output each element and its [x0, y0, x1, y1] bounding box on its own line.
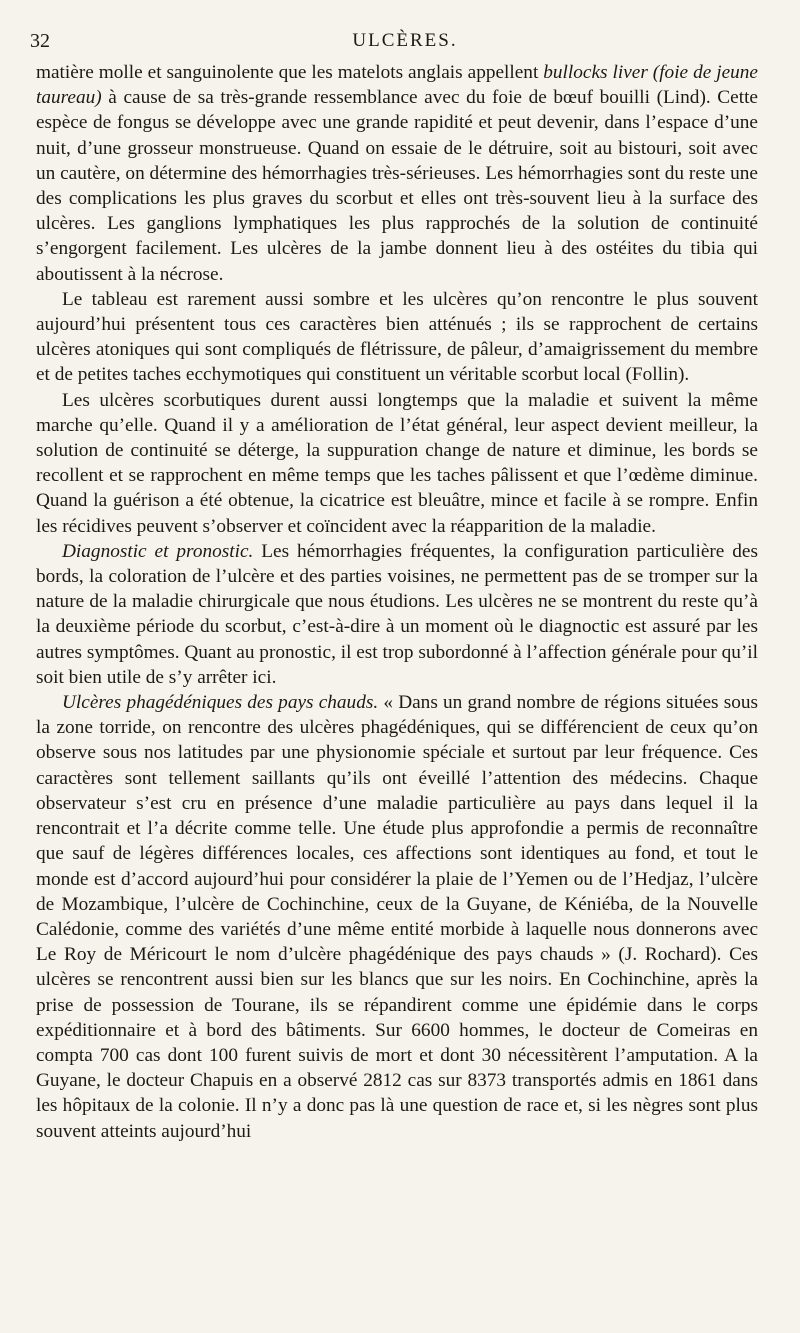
text-run: Les ulcères scorbutiques durent aussi longtemps que la maladie et suivent la même marche qu’elle. Quand il y a amélioration de l’état général, leur aspect devient meilleur, la solution de continuité se déterge, la suppuration change de nature et diminue, les bords se recollent et se rapprochent en même temps que les taches pâlissent et que l’œdème diminue. Quand la guérison a été obtenue, la cicatrice est bleuâtre, mince et facile à se rompre. Enfin les récidives peuvent s’observer et coïncident avec la réapparition de la maladie.	[36, 389, 758, 537]
body-text	[36, 60, 758, 1144]
paragraph	[36, 60, 758, 287]
paragraph	[36, 287, 758, 388]
italic-run: Ulcères phagédéniques des pays chauds.	[62, 692, 379, 714]
text-run: matière molle et sanguinolente que les matelots anglais appellent	[36, 62, 544, 83]
paragraph	[36, 539, 758, 690]
text-run: à cause de sa très-grande ressemblance avec du foie de bœuf bouilli (Lind). Cette espèce de fongus se développe avec une grande rapidité et peut devenir, dans l’espace d’une nuit, d’une grosseur monstrueuse. Quand on essaie de le détruire, soit au bistouri, soit avec un cautère, on détermine des hémorrhagies très-sérieuses. Les hémorrhagies sont du reste une des complications les plus graves du scorbut et elles ont très-souvent lieu à la surface des ulcères. Les ganglions lymphatiques les plus rapprochés de la solution de continuité s’engorgent facilement. Les ulcères de la jambe donnent lieu à des ostéites du tibia qui aboutissent à la nécrose.	[36, 87, 758, 285]
page-header	[30, 30, 780, 56]
italic-run: Diagnostic et pronostic.	[62, 540, 254, 562]
text-run: Le tableau est rarement aussi sombre et les ulcères qu’on rencontre le plus souvent aujourd’hui présentent tous ces caractères bien atténués ; ils se rapprochent de certains ulcères atoniques qui sont compliqués de flétrissure, de pâleur, d’amaigrissement du membre et de petites taches ecchymotiques qui constituent un véritable scorbut local (Follin).	[36, 288, 758, 386]
italic-run: bullocks liver (foie de jeune taureau)	[36, 62, 758, 109]
paragraph	[36, 690, 758, 1144]
page-number: 32	[30, 30, 50, 52]
running-title: ULCÈRES.	[352, 30, 458, 51]
text-run: Les hémorrhagies fréquentes, la configuration particulière des bords, la coloration de l’ulcère et des parties voisines, ne permettent pas de se tromper sur la nature de la maladie chirurgicale que nous étudions. Les ulcères ne se montrent du reste qu’à la deuxième période du scorbut, c’est-à-dire à un moment où le diagnoctic est assuré par les autres symptômes. Quant au pronostic, il est trop subordonné à l’affection générale pour qu’il soit bien utile de s’y arrêter ici.	[36, 540, 758, 688]
paragraph	[36, 388, 758, 539]
text-run: « Dans un grand nombre de régions situées sous la zone torride, on rencontre des ulcères phagédéniques, qui se différencient de ceux qu’on observe sous nos latitudes par une physionomie spéciale et surtout par leur fréquence. Ces caractères sont tellement saillants qu’ils ont éveillé l’attention des médecins. Chaque observateur s’est cru en présence d’une maladie particulière au pays dans lequel il la rencontrait et l’a décrite comme telle. Une étude plus approfondie a permis de reconnaître que sauf de légères différences locales, ces affections sont identiques au fond, et tout le monde est d’accord aujourd’hui pour considérer la plaie de l’Yemen ou de l’Hedjaz, l’ulcère de Mozambique, l’ulcère de Cochinchine, ceux de la Guyane, de Kéniéba, de la Nouvelle Calédonie, comme des variétés d’une même entité morbide à laquelle nous donnerons avec Le Roy de Méricourt le nom d’ulcère phagédénique des pays chauds » (J. Rochard). Ces ulcères se rencontrent aussi bien sur les blancs que sur les noirs. En Cochinchine, après la prise de possession de Tourane, ils se répandirent comme une épidémie dans le corps expéditionnaire et à bord des bâtiments. Sur 6600 hommes, le docteur de Comeiras en compta 700 cas dont 100 furent suivis de mort et dont 30 nécessitèrent l’amputation. A la Guyane, le docteur Chapuis en a observé 2812 cas sur 8373 transportés admis en 1861 dans les hôpitaux de la colonie. Il n’y a donc pas là une question de race et, si les nègres sont plus souvent atteints aujourd’hui	[36, 692, 758, 1142]
